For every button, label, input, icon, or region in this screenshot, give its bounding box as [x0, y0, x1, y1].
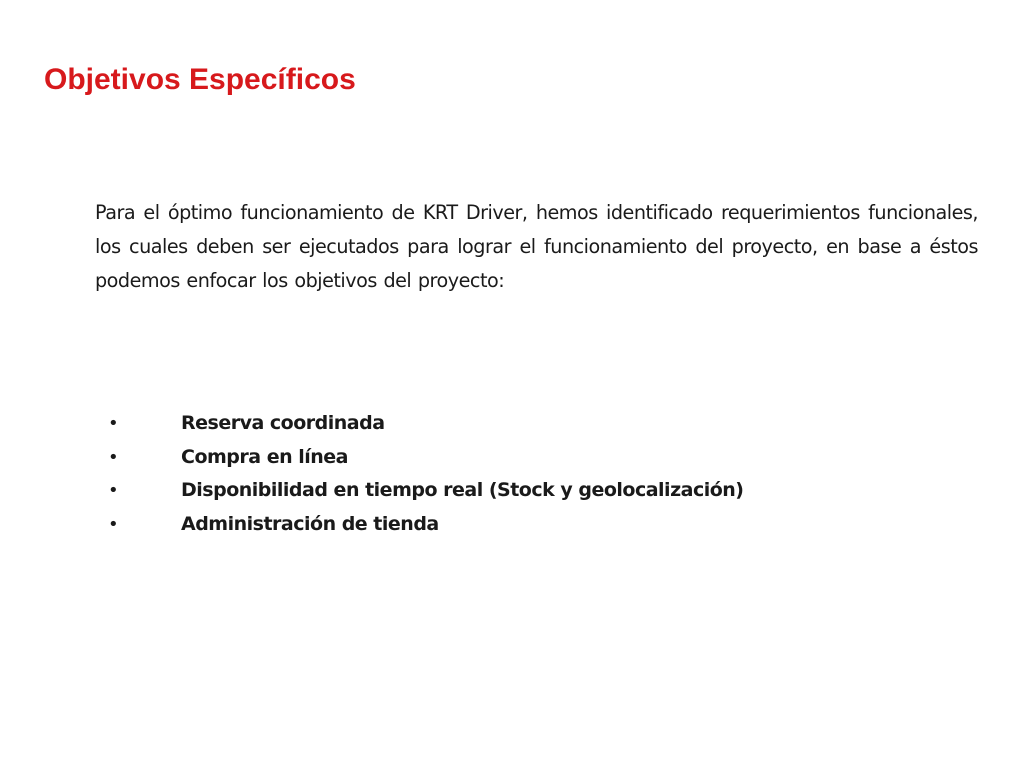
objective-text: Reserva coordinada [181, 412, 385, 434]
intro-paragraph: Para el óptimo funcionamiento de KRT Driver, hemos identificado requerimientos funcionales, los cuales deben ser ejecutados para lograr el funcionamiento del proyecto, en base a éstos podemos enfocar los objetivos del proyecto: [95, 201, 978, 292]
objective-text: Disponibilidad en tiempo real (Stock y geolocalización) [181, 479, 744, 501]
list-item [102, 508, 744, 542]
objectives-list [102, 407, 744, 541]
objective-text: Compra en línea [181, 445, 348, 468]
objective-text: Administración de tienda [181, 512, 439, 535]
list-item [102, 474, 744, 508]
bullet-icon: • [108, 413, 119, 434]
list-item [102, 407, 744, 441]
bullet-icon: • [108, 446, 119, 468]
bullet-icon: • [108, 513, 119, 535]
list-item [102, 441, 744, 475]
slide-title: Objetivos Específicos [44, 63, 356, 96]
bullet-icon: • [108, 480, 119, 501]
